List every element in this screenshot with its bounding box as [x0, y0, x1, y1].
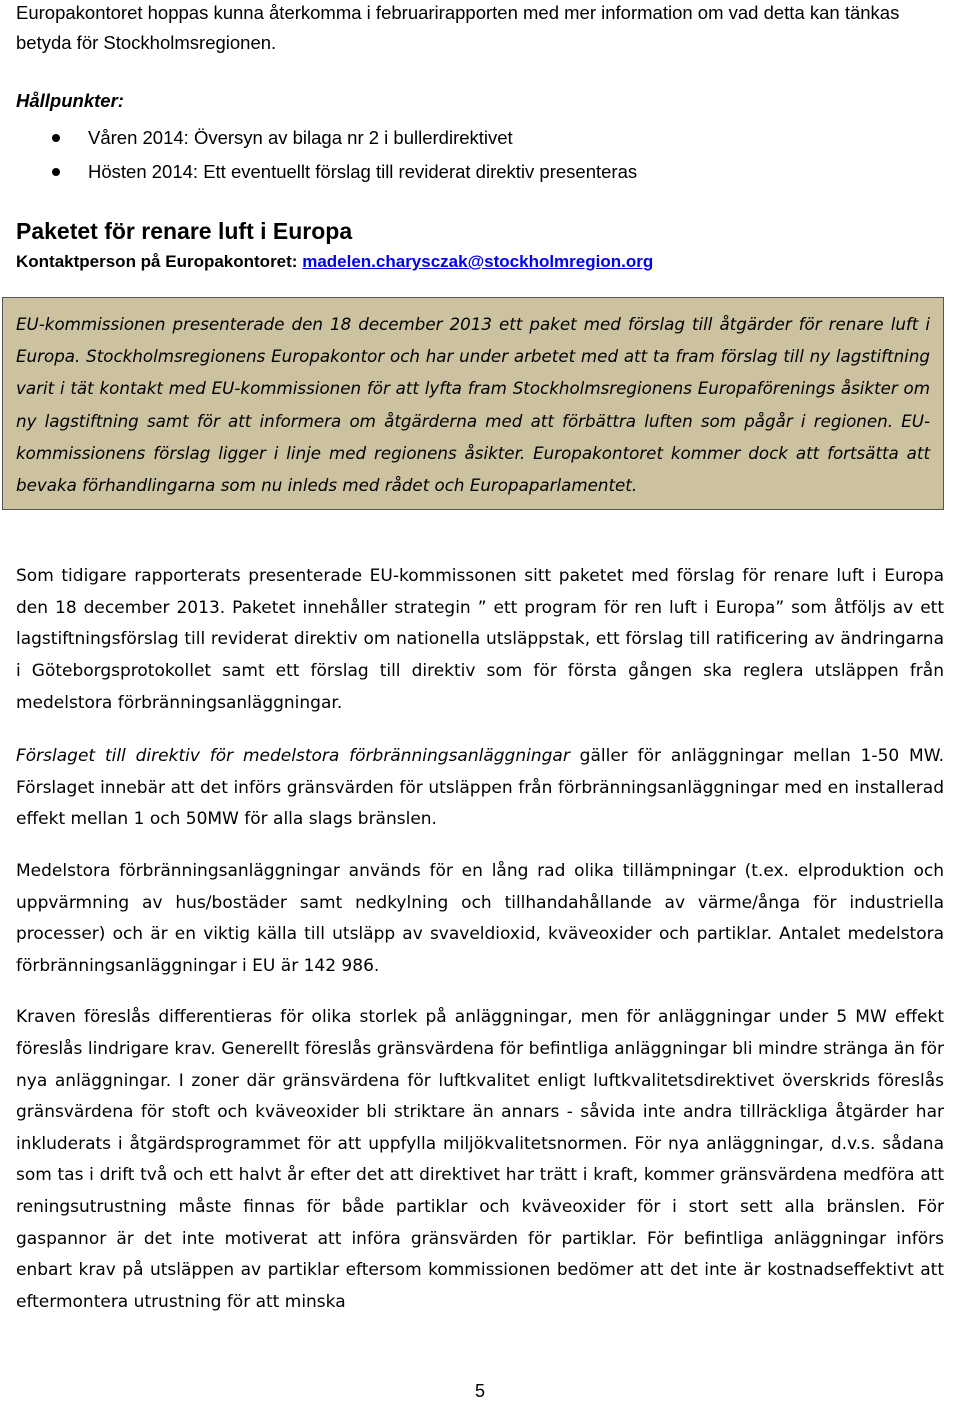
list-item-text: Våren 2014: Översyn av bilaga nr 2 i bullerdirektivet — [88, 127, 513, 148]
directive-title: Förslaget till direktiv för medelstora förbränningsanläggningar — [16, 746, 570, 767]
body-paragraph-1: Som tidigare rapporterats presenterade EU-kommissonen sitt paketet med förslag för renare luft i Europa den 18 december 2013. Paketet innehåller strategin ” ett program för ren luft i Europa” som åtföljs av ett lagstiftningsförslag till reviderat direktiv om nationella utsläppstak, ett förslag till ratificering av ändringarna i Göteborgsprotokollet samt ett förslag till direktiv som för första gången ska reglera utsläppen från medelstora förbränningsanläggningar. — [16, 566, 944, 713]
body-paragraph-2 — [16, 741, 944, 836]
bullet-icon — [52, 134, 60, 142]
summary-box: EU-kommissionen presenterade den 18 december 2013 ett paket med förslag till åtgärder för renare luft i Europa. Stockholmsregionens Europakontor och har under arbetet med att ta fram förslag till ny lagstiftning varit i tät kontakt med EU-kommissionen för att lyfta fram Stockholmsregionens Europaförenings åsikter om ny lagstiftning samt för att informera om åtgärderna med att förbättra luften som pågår i regionen. EU-kommissionens förslag ligger i linje med regionens åsikter. Europakontoret kommer dock att fortsätta att bevaka förhandlingarna som nu inleds med rådet och Europaparlamentet. — [2, 297, 944, 510]
highlights-list — [16, 121, 944, 189]
highlights-heading: Hållpunkter: — [16, 90, 124, 111]
intro-paragraph: Europakontoret hoppas kunna återkomma i februarirapporten med mer information om vad detta kan tänkas betyda för Stockholmsregionen. — [16, 2, 900, 53]
document-page — [16, 0, 944, 1318]
body-paragraph-4: Kraven föreslås differentieras för olika storlek på anläggningar, men för anläggningar under 5 MW effekt föreslås lindrigare krav. Generellt föreslås gränsvärdena för befintliga anläggningar bli mindre stränga än för nya anläggningar. I zoner där gränsvärdena för luftkvalitet enligt luftkvalitetsdirektivet överskrids föreslås gränsvärdena för stoft och kväveoxider bli striktare än annars - såvida inte andra tillräckliga åtgärder har inkluderats i åtgärdsprogrammet för att uppfylla miljökvalitetsnormen. För nya anläggningar, d.v.s. sådana som tas i drift två och ett halvt år efter det att direktivet har trätt i kraft, kommer gränsvärdena medföra att reningsutrustning måste finnas för både partiklar och kväveoxider för i stort sett alla bränslen. För gaspannor är det inte motiverat att införa gränsvärden för partiklar. För befintliga anläggningar införs enbart krav på utsläppen av partiklar eftersom kommissionen bedömer att det inte är kostnadseffektivt att eftermontera utrustning för att minska — [16, 1007, 944, 1312]
contact-label: Kontaktperson på Europakontoret: — [16, 252, 298, 271]
list-item-text: Hösten 2014: Ett eventuellt förslag till reviderat direktiv presenteras — [88, 161, 638, 182]
section-title: Paketet för renare luft i Europa — [16, 218, 353, 244]
body-paragraph-2-rest: gäller för anläggningar mellan 1-50 MW. Förslaget innebär att det införs gränsvärden för utsläppen från förbränningsanläggningar med en installerad effekt mellan 1 och 50MW för alla slags bränslen. — [16, 746, 944, 830]
list-item — [16, 121, 944, 155]
bullet-icon — [52, 168, 60, 176]
list-item — [16, 155, 944, 189]
body-paragraph-3: Medelstora förbränningsanläggningar används för en lång rad olika tillämpningar (t.ex. elproduktion och uppvärmning av hus/bostäder samt nedkylning och tillhandahållande av värme/ånga för industriella processer) och är en viktig källa till utsläpp av svaveldioxid, kväveoxider och partiklar. Antalet medelstora förbränningsanläggningar i EU är 142 986. — [16, 860, 944, 976]
page-number: 5 — [474, 1381, 485, 1401]
contact-email-link[interactable]: madelen.charysczak@stockholmregion.org — [302, 252, 654, 271]
contact-line — [16, 247, 944, 277]
